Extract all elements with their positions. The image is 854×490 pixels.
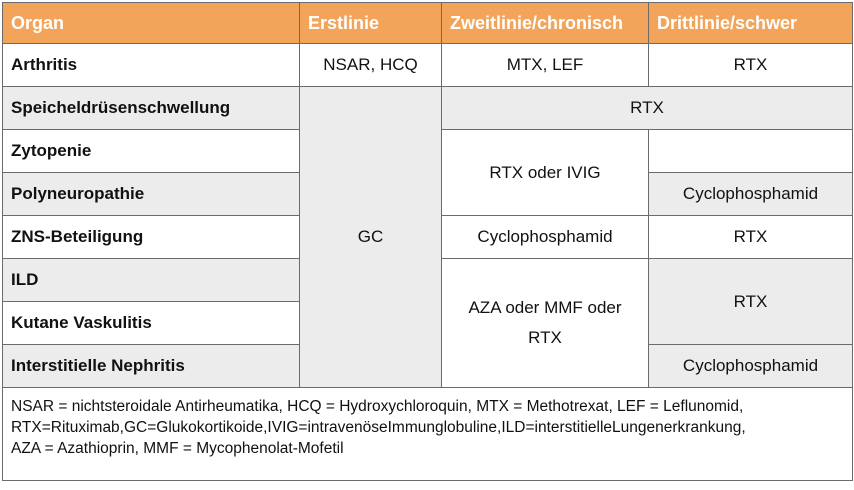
zytopenie-third-line [649,130,853,173]
rtx-ivig-merged-cell: RTX oder IVIG [442,130,649,216]
organ-zytopenie: Zytopenie [3,130,300,173]
organ-speicheldruesenschwellung: Speicheldrüsenschwellung [3,87,300,130]
header-drittlinie: Drittlinie/schwer [649,3,853,44]
speichel-second-third-line: RTX [442,87,853,130]
zns-second-line: Cyclophosphamid [442,216,649,259]
rtx-ild-kutane-merged-cell: RTX [649,259,853,345]
footnote-cell [3,388,853,481]
header-row [3,3,853,44]
footnote-line-3: AZA = Azathioprin, MMF = Mycophenolat-Mofetil [11,440,344,457]
treatment-table [2,2,853,481]
footnote-line-2: RTX=Rituximab,GC=Glukokortikoide,IVIG=intravenöseImmunglobuline,ILD=interstitielleLungenerkrankung, [11,419,746,436]
header-organ: Organ [3,3,300,44]
footnote-line-1: NSAR = nichtsteroidale Antirheumatika, HCQ = Hydroxychloroquin, MTX = Methotrexat, LEF = Leflunomid, [11,398,744,415]
row-speicheldruesenschwellung [3,87,853,130]
aza-mmf-rtx-merged-cell [442,259,649,388]
gc-merged-cell: GC [300,87,442,388]
polyneuropathie-third-line: Cyclophosphamid [649,173,853,216]
arthritis-third-line: RTX [649,44,853,87]
header-zweitlinie: Zweitlinie/chronisch [442,3,649,44]
header-erstlinie: Erstlinie [300,3,442,44]
organ-ild: ILD [3,259,300,302]
arthritis-first-line: NSAR, HCQ [300,44,442,87]
organ-polyneuropathie: Polyneuropathie [3,173,300,216]
arthritis-second-line: MTX, LEF [442,44,649,87]
organ-interstitielle-nephritis: Interstitielle Nephritis [3,345,300,388]
organ-kutane-vaskulitis: Kutane Vaskulitis [3,302,300,345]
row-arthritis [3,44,853,87]
aza-line-1: AZA oder MMF oder [468,298,622,317]
footnote-row [3,388,853,481]
zns-third-line: RTX [649,216,853,259]
aza-line-2: RTX [528,328,562,347]
organ-arthritis: Arthritis [3,44,300,87]
nephritis-third-line: Cyclophosphamid [649,345,853,388]
organ-zns-beteiligung: ZNS-Beteiligung [3,216,300,259]
